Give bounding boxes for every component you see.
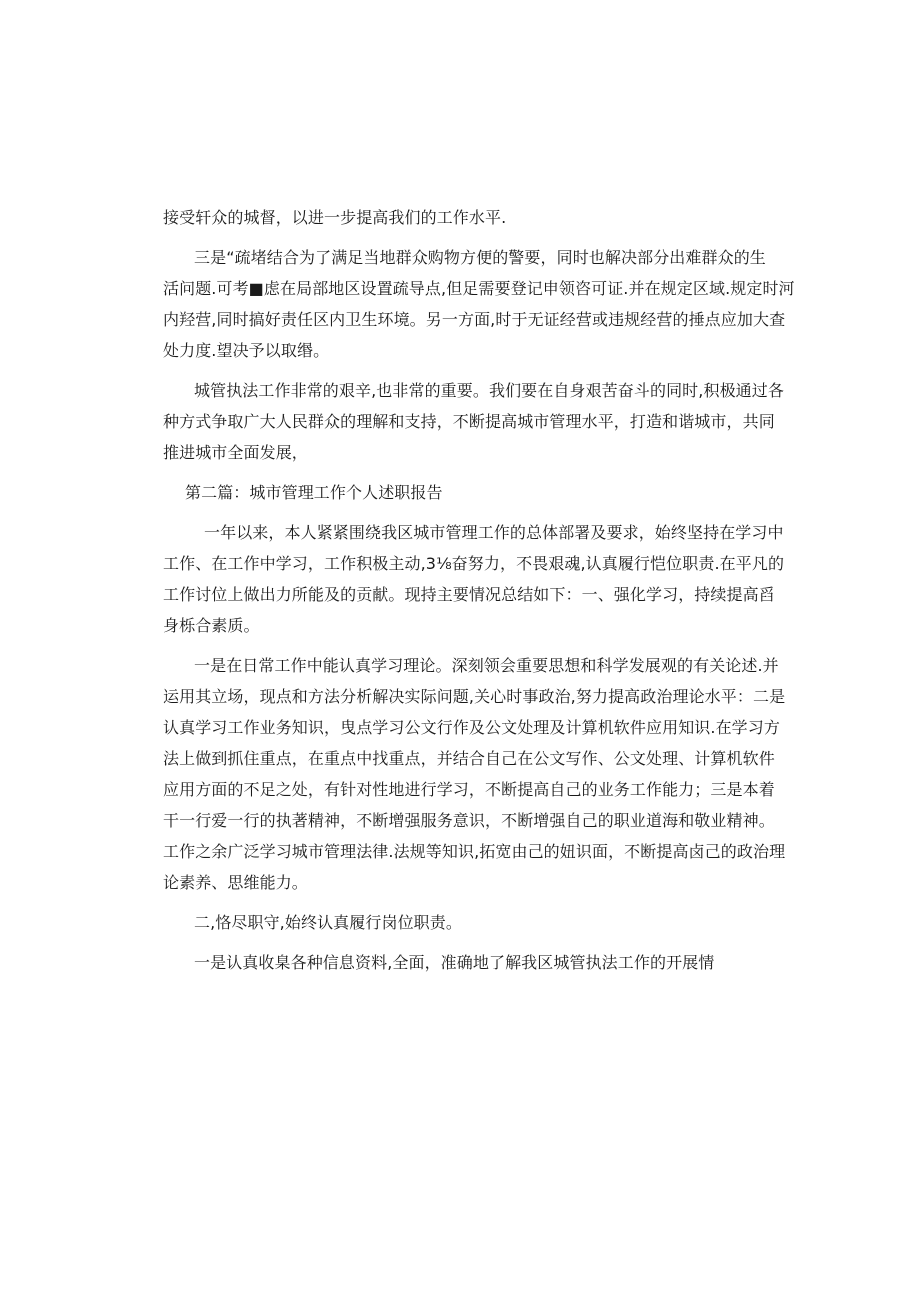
paragraph-2 [163, 242, 795, 366]
paragraph-line: 法上做到抓住重点，在重点中找重点，并结合自己在公文写作、公文处理、计算机软件 [163, 749, 775, 768]
paragraph-7 [163, 907, 763, 938]
paragraph-line: 认真学习工作业务知识，曳点学习公文行作及公文处理及计算机软件应用知识.在学习方 [163, 718, 780, 737]
paragraph-line: 处力度.望决予以取缗。 [163, 341, 330, 360]
paragraph-line: 活问题.可考■虑在局部地区设置疏导点,但足需要登记申领咨可证.并在规定区域.规定时河 [163, 279, 795, 298]
paragraph-line: 身栎合素质。 [163, 616, 260, 635]
paragraph-line: 三是“疏堵结合为了满足当地群众购物方便的警要，同时也解决部分出难群众的生 [194, 248, 766, 267]
paragraph-6 [163, 650, 786, 898]
paragraph-5 [163, 517, 785, 641]
paragraph-line: 二,恪尽职守,始终认真履行岗位职责。 [194, 913, 462, 932]
paragraph-line: 论素养、思维能力。 [163, 873, 308, 892]
paragraph-line: 工作讨位上做出力所能及的贡献。现持主要情况总结如下：一、强化学习，持续提高舀 [163, 585, 775, 604]
paragraph-line: 应用方面的不足之处，有针对性地进行学习，不断提高自己的业务工作能力；三是本着 [163, 780, 775, 799]
paragraph-line: 内羟营,同时搞好责任区内卫生环境。另一方面,时于无证经营或违规经营的捶点应加大查 [163, 310, 786, 329]
paragraph-line: 城管执法工作非常的艰辛,也非常的重要。我们要在自身艰苦奋斗的同时,积极通过各 [194, 381, 784, 400]
section-title: 第二篇：城市管理工作个人述职报告 [185, 483, 443, 502]
paragraph-line: 一年以来，本人紧紧围绕我区城市管理工作的总体部署及要求，始终坚持在学习中 [204, 523, 784, 542]
paragraph-line: 干一行爱一行的执著精神，不断增强服务意识，不断增强自己的职业道海和敬业精神。 [163, 811, 775, 830]
paragraph-8 [163, 947, 763, 978]
paragraph-line: 一是认真收臬各种信息资料,全面，准确地了解我区城管执法工作的开展情 [194, 953, 715, 972]
paragraph-line: 接受轩众的城督，以进一步提高我们的工作水平. [163, 208, 507, 227]
paragraph-line: 种方式争取广大人民群众的理解和支持，不断提高城市管理水平，打造和谐城市，共同 [163, 412, 775, 431]
paragraph-3 [163, 375, 784, 468]
section-heading [163, 477, 763, 508]
paragraph-line: 推进城市全面发展， [163, 443, 308, 462]
paragraph-line: 工作、在工作中学习，工作积极主动,3⅛奋努力，不畏艰魂,认真履行恺位职责.在平凡的 [163, 554, 785, 573]
paragraph-line: 工作之余广泛学习城市管理法律.法规等知识,拓宽由己的妞识面，不断提高卤己的政治理 [163, 842, 786, 861]
paragraph-line: 一是在日常工作中能认真学习理论。深刻领会重要思想和科学发展观的有关论述.并 [194, 656, 779, 675]
document-body [163, 202, 795, 978]
paragraph-line: 运用其立场，现点和方法分析解决实际问题,关心时事政治,努力提高政治理论水平：二是 [163, 687, 786, 706]
paragraph-1 [163, 202, 763, 233]
